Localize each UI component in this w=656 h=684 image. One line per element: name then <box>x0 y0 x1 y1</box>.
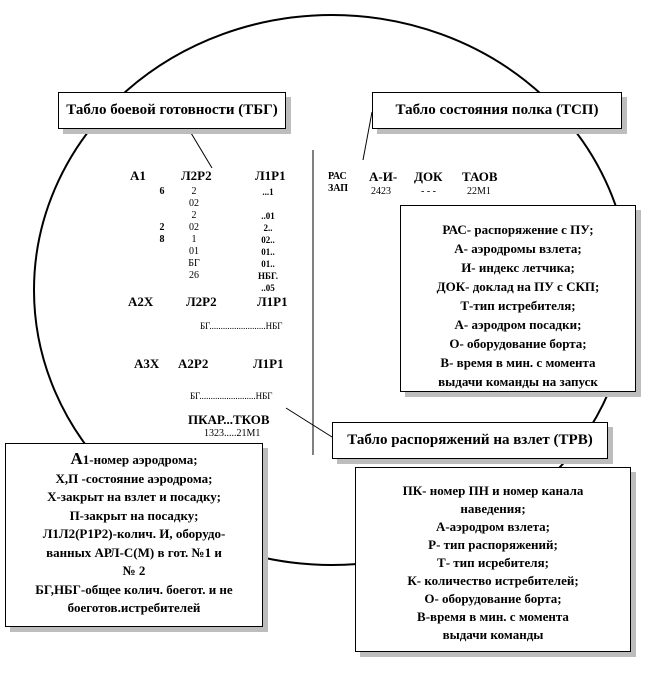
legend-tsp <box>400 205 636 392</box>
a1-value <box>161 210 164 222</box>
legend-tsp-line: И- индекс летчика; <box>461 260 575 275</box>
label-taov: ТАОВ <box>462 169 498 184</box>
label-a2x: А2Х <box>128 294 154 309</box>
label-pkar: ПКАР...ТКОВ <box>188 412 270 427</box>
label-l1r1-3: Л1Р1 <box>253 356 284 371</box>
legend-tsp-line: В- время в мин. с момента <box>440 355 596 370</box>
label-l1r1-2: Л1Р1 <box>257 294 288 309</box>
value-taov: 22М1 <box>467 186 491 197</box>
legend-tbg-line: БГ,НБГ-общее колич. боегот. и не <box>35 581 233 597</box>
label-l1r1-1: Л1Р1 <box>255 168 286 183</box>
legend-trv-line: К- количество истребителей; <box>407 573 579 588</box>
l2r2-value: 2 <box>191 210 197 221</box>
label-l2r2-2: Л2Р2 <box>186 294 217 309</box>
l1r1-value: ...1 <box>262 187 274 197</box>
pointer-tbg <box>188 128 212 168</box>
legend-trv-line: А-аэродром взлета; <box>435 519 551 534</box>
legend-trv-line: наведения; <box>460 501 526 516</box>
bg-nbg-row3: БГ.........................НБГ <box>190 391 273 401</box>
legend-tbg-line: Х,П -состояние аэродрома; <box>55 470 213 486</box>
l1r1-value: НБГ. <box>258 271 278 281</box>
legend-tbg-line: П-закрыт на посадку; <box>69 507 199 523</box>
label-ai: А-И- <box>369 169 398 184</box>
l2r2-value: 02 <box>189 198 199 209</box>
legend-tbg-line: ванных АРЛ-С(М) в гот. №1 и <box>46 544 222 560</box>
label-dok: ДОК <box>414 169 443 184</box>
col-l1r1-values <box>253 186 283 294</box>
value-ai: 2423 <box>371 186 391 197</box>
l2r2-value: 26 <box>189 270 199 281</box>
legend-trv-line: ПК- номер ПН и номер канала <box>402 483 584 498</box>
a1-value: 8 <box>159 234 165 245</box>
value-dok: - - - <box>421 186 436 197</box>
title-tbg: Табло боевой готовности (ТБГ) <box>58 92 286 129</box>
label-ras: РАС <box>328 171 347 182</box>
legend-trv-line: О- оборудование борта; <box>424 591 562 606</box>
l1r1-value: ..05 <box>261 283 275 293</box>
l2r2-value: 01 <box>189 246 199 257</box>
l2r2-value: 1 <box>191 234 197 245</box>
title-tsp: Табло состояния полка (ТСП) <box>372 92 622 129</box>
a1-value <box>161 198 164 210</box>
legend-tsp-line: О- оборудование борта; <box>449 336 587 351</box>
legend-tsp-line: ДОК- доклад на ПУ с СКП; <box>436 279 600 294</box>
a1-value: 2 <box>159 222 165 233</box>
legend-tsp-line: Т-тип истребителя; <box>460 298 576 313</box>
legend-trv-line: Т- тип исребителя; <box>437 555 549 570</box>
label-l2r2-1: Л2Р2 <box>181 168 212 183</box>
bg-nbg-row2: БГ.........................НБГ <box>200 321 283 331</box>
legend-tsp-line: РАС- распоряжение с ПУ; <box>442 222 594 237</box>
legend-tbg-line: боеготов.истребителей <box>67 600 201 615</box>
l2r2-value: 02 <box>189 222 199 233</box>
a1-value: 6 <box>159 186 165 197</box>
legend-trv <box>355 467 631 652</box>
l1r1-value: 01.. <box>261 247 275 257</box>
l1r1-value: 02.. <box>261 235 275 245</box>
legend-trv-line: выдачи команды <box>442 627 544 642</box>
legend-tbg <box>5 443 263 627</box>
l1r1-value: 01.. <box>261 259 275 269</box>
label-a2r2: А2Р2 <box>178 356 209 371</box>
l1r1-value <box>267 198 269 210</box>
pointer-trv <box>286 408 332 437</box>
value-pkar: 1323.....21М1 <box>204 428 261 439</box>
col-l2r2-values <box>180 186 208 282</box>
l1r1-value: ..01 <box>261 211 275 221</box>
pointer-tsp <box>363 112 372 160</box>
legend-trv-line: В-время в мин. с момента <box>417 609 569 624</box>
legend-tbg-line: Л1Л2(Р1Р2)-колич. И, оборудо- <box>42 526 226 541</box>
legend-tbg-first: А1-номер аэродрома; <box>70 449 198 468</box>
col-a1-values <box>155 186 169 246</box>
label-zap: ЗАП <box>328 183 349 194</box>
title-trv: Табло распоряжений на взлет (ТРВ) <box>332 422 608 459</box>
l2r2-value: БГ <box>188 258 200 269</box>
label-a1: А1 <box>130 168 146 183</box>
legend-trv-line: Р- тип распоряжений; <box>428 537 558 552</box>
legend-tsp-line: А- аэродромы взлета; <box>454 241 582 256</box>
l2r2-value: 2 <box>191 186 197 197</box>
legend-tbg-line: Х-закрыт на взлет и посадку; <box>47 489 221 504</box>
legend-tbg-line: № 2 <box>122 563 146 578</box>
legend-tsp-line: выдачи команды на запуск <box>438 374 598 389</box>
l1r1-value: 2.. <box>263 223 273 233</box>
label-a3x: А3Х <box>134 356 160 371</box>
legend-tsp-line: А- аэродром посадки; <box>454 317 582 332</box>
